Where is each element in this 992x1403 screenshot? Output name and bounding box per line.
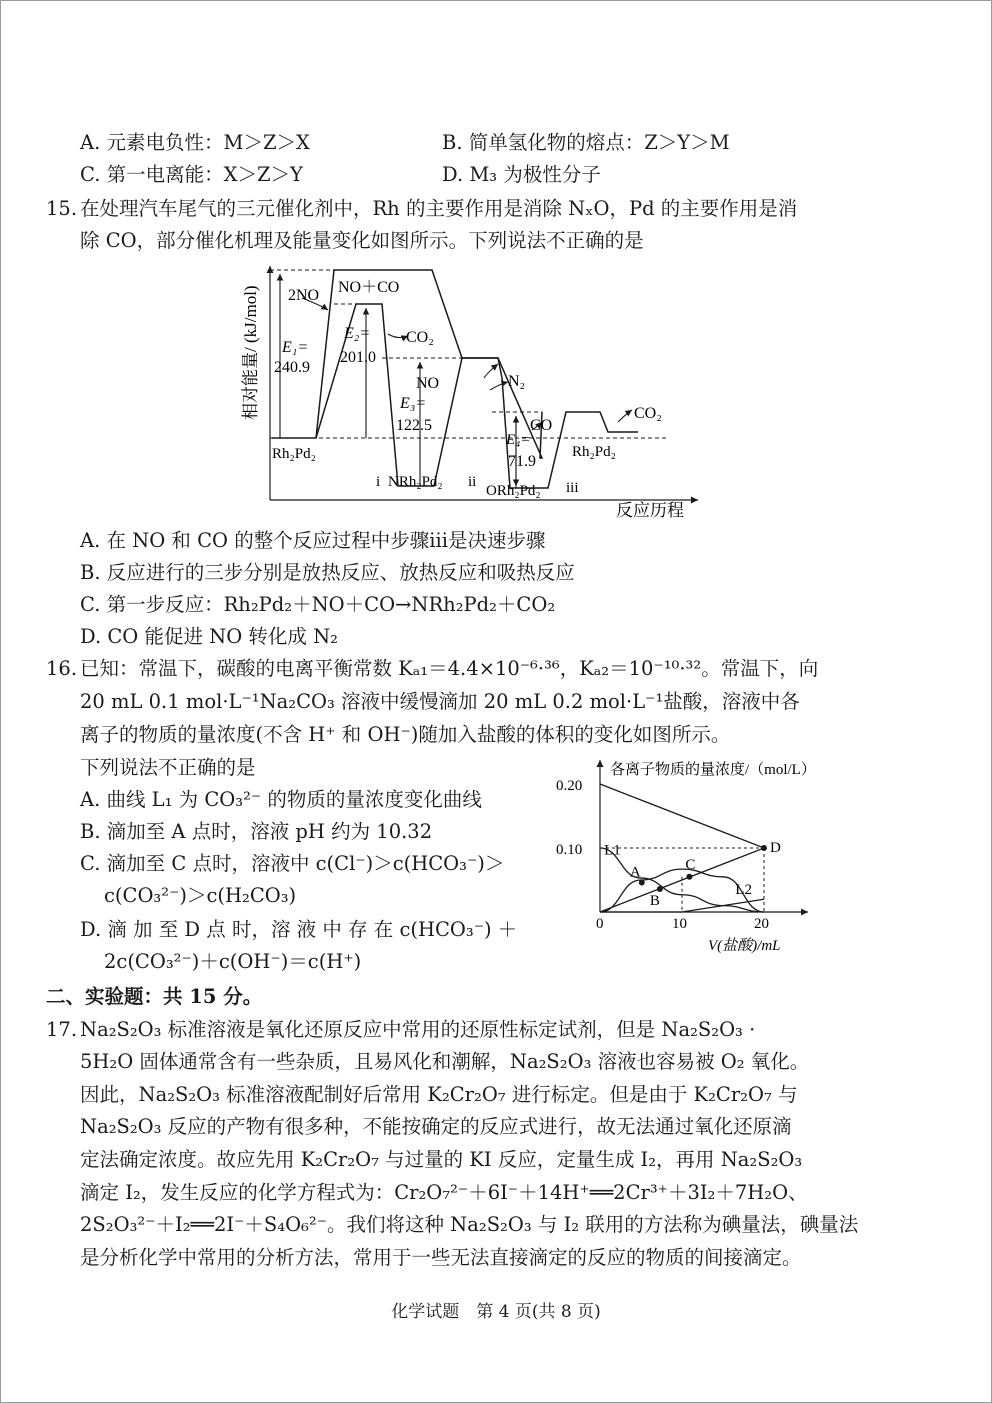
- label-2no: 2NO: [288, 287, 320, 304]
- q15-option-c: C. 第一步反应：Rh₂Pd₂＋NO＋CO→NRh₂Pd₂＋CO₂: [80, 593, 556, 616]
- q15-stem-line1: 在处理汽车尾气的三元催化剂中，Rh 的主要作用是消除 NₓO，Pd 的主要作用是消: [80, 197, 798, 220]
- q17-line: 是分析化学中常用的分析方法，常用于一些无法直接滴定的反应的物质的间接滴定。: [80, 1246, 802, 1269]
- q16-option-b: B. 滴加至 A 点时，溶液 pH 约为 10.32: [80, 820, 433, 843]
- label-step-ii: ii: [468, 474, 477, 490]
- label-e4-val: 71.9: [508, 453, 536, 470]
- q15-number: 15.: [46, 197, 78, 220]
- energy-xlabel: 反应历程: [616, 501, 684, 520]
- label-e1-val: 240.9: [274, 359, 310, 376]
- q14-option-c: C. 第一电离能：X＞Z＞Y: [80, 163, 303, 186]
- q16-option-c-cont: c(CO₃²⁻)＞c(H₂CO₃): [104, 884, 297, 907]
- chart-point-C: [686, 874, 692, 880]
- chart-xtick-2: 20: [754, 916, 769, 932]
- section2-heading: 二、实验题：共 15 分。: [46, 985, 263, 1008]
- q14-option-b: B. 简单氢化物的熔点：Z＞Y＞M: [442, 131, 730, 154]
- q17-line: Na₂S₂O₃ 反应的产物有很多种，不能按确定的反应式进行，故无法通过氧化还原滴: [80, 1115, 792, 1138]
- label-rh2pd2-left: Rh₂Pd₂: [272, 446, 316, 462]
- q17-number: 17.: [46, 1018, 78, 1041]
- q16-line2: 20 mL 0.1 mol·L⁻¹Na₂CO₃ 溶液中缓慢滴加 20 mL 0.2 mol·L⁻¹盐酸，溶液中各: [80, 690, 800, 713]
- label-co2-a: CO₂: [406, 329, 434, 346]
- chart-curve-label-L2: L2: [735, 882, 752, 899]
- label-n2: N₂: [508, 373, 526, 390]
- chart-point-label-D: D: [770, 840, 781, 856]
- label-e2-val: 201.0: [340, 349, 376, 366]
- label-e4-name: E₄=: [506, 432, 531, 448]
- q16-number: 16.: [46, 657, 78, 680]
- q15-option-b: B. 反应进行的三步分别是放热反应、放热反应和吸热反应: [80, 561, 575, 584]
- label-nrh2pd2: NRh₂Pd₂: [388, 474, 443, 490]
- label-rh2pd2-right: Rh₂Pd₂: [572, 444, 616, 460]
- q17-line: 定法确定浓度。故应先用 K₂Cr₂O₇ 与过量的 KI 反应，定量生成 I₂，再用 Na₂S₂O₃: [80, 1148, 803, 1171]
- chart-xtick-0: 0: [596, 916, 604, 932]
- chart-point-D: [761, 845, 767, 851]
- label-step-i: i: [376, 474, 381, 490]
- chart-title: 各离子物质的量浓度/（mol/L）: [610, 762, 816, 778]
- q16-line4: 下列说法不正确的是: [80, 756, 256, 779]
- q17-line: 滴定 I₂，发生反应的化学方程式为：Cr₂O₇²⁻＋6I⁻＋14H⁺══2Cr³⁺＋3I₂＋7H₂O、: [80, 1181, 808, 1204]
- energy-diagram: [236, 258, 706, 520]
- q16-line1: 已知：常温下，碳酸的电离平衡常数 Kₐ₁＝4.4×10⁻⁶·³⁶，Kₐ₂＝10⁻¹⁰·³²。常温下，向: [80, 657, 819, 680]
- chart-point-label-B: B: [649, 892, 660, 909]
- q16-option-d: D. 滴 加 至 D 点 时，溶 液 中 存 在 c(HCO₃⁻) ＋: [80, 918, 518, 941]
- q16-option-d-cont: 2c(CO₃²⁻)＋c(OH⁻)＝c(H⁺): [104, 950, 362, 973]
- chart-point-B: [657, 886, 663, 892]
- chart-xtick-1: 10: [672, 916, 687, 932]
- label-co: CO: [530, 417, 553, 434]
- q15-stem-line2: 除 CO，部分催化机理及能量变化如图所示。下列说法不正确的是: [80, 229, 644, 252]
- q14-option-d: D. M₃ 为极性分子: [442, 163, 601, 186]
- q15-option-a: A. 在 NO 和 CO 的整个反应过程中步骤ⅲ是决速步骤: [80, 529, 546, 552]
- chart-series-3: [600, 784, 764, 848]
- label-step-iii: iii: [566, 480, 579, 496]
- q14-option-a: A. 元素电负性：M＞Z＞X: [80, 131, 310, 154]
- chart-ytick-0: 0.20: [556, 778, 583, 794]
- page-footer: 化学试题 第 4 页(共 8 页): [391, 1302, 601, 1322]
- label-e2-name: E₂=: [344, 325, 371, 342]
- q15-option-d: D. CO 能促进 NO 转化成 N₂: [80, 625, 338, 648]
- label-no: NO: [416, 375, 440, 392]
- concentration-chart: [548, 752, 876, 960]
- q16-line3: 离子的物质的量浓度(不含 H⁺ 和 OH⁻)随加入盐酸的体积的变化如图所示。: [80, 723, 731, 746]
- q17-line: 2S₂O₃²⁻＋I₂══2I⁻＋S₄O₆²⁻。我们将这种 Na₂S₂O₃ 与 I₂ 联用的方法称为碘量法，碘量法: [80, 1213, 859, 1236]
- chart-ytick-1: 0.10: [556, 842, 583, 858]
- chart-point-label-A: A: [629, 864, 641, 881]
- label-orh2pd2: ORh₂Pd₂: [486, 483, 541, 499]
- chart-xlabel: V(盐酸)/mL: [708, 938, 781, 954]
- chart-curve-label-L1: L1: [604, 842, 621, 859]
- label-co2-b: CO₂: [634, 405, 662, 422]
- q17-line: Na₂S₂O₃ 标准溶液是氧化还原反应中常用的还原性标定试剂，但是 Na₂S₂O₃ ·: [80, 1018, 756, 1041]
- q16-option-a: A. 曲线 L₁ 为 CO₃²⁻ 的物质的量浓度变化曲线: [80, 788, 482, 811]
- label-no-co: NO＋CO: [338, 279, 400, 296]
- energy-ylabel: 相对能量/ (kJ/mol): [241, 285, 260, 420]
- q16-option-c: C. 滴加至 C 点时，溶液中 c(Cl⁻)＞c(HCO₃⁻)＞: [80, 852, 505, 875]
- label-e3-name: E₃=: [400, 395, 427, 412]
- chart-point-label-C: C: [685, 856, 696, 873]
- label-e3-val: 122.5: [396, 417, 432, 434]
- q17-line: 因此，Na₂S₂O₃ 标准溶液配制好后常用 K₂Cr₂O₇ 进行标定。但是由于 K₂Cr₂O₇ 与: [80, 1083, 798, 1106]
- q17-line: 5H₂O 固体通常含有一些杂质，且易风化和潮解，Na₂S₂O₃ 溶液也容易被 O₂ 氧化。: [80, 1050, 810, 1073]
- label-e1-name: E₁=: [282, 339, 309, 356]
